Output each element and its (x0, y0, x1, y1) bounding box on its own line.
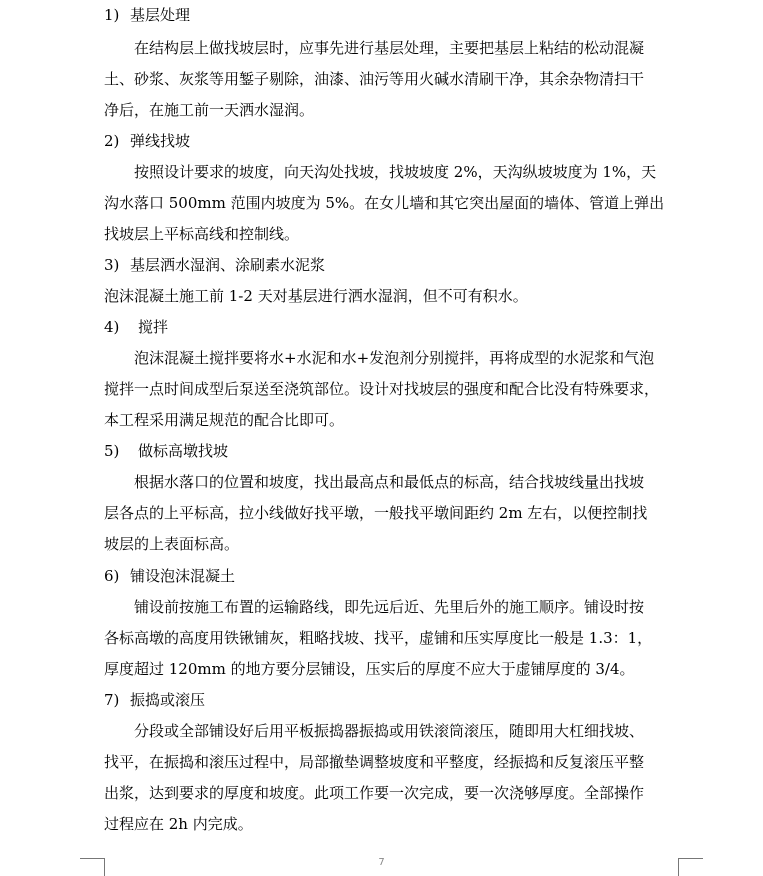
section-number: 2) (104, 132, 120, 150)
section-title: 基层处理 (130, 6, 191, 24)
section-number: 1) (104, 6, 120, 24)
section-number: 4) (104, 318, 120, 336)
section-title: 铺设泡沫混凝土 (130, 567, 236, 585)
section-title: 基层洒水湿润、涂刷素水泥浆 (130, 256, 326, 274)
page-number: 7 (378, 857, 385, 868)
section-title: 搅拌 (138, 318, 169, 336)
section-number: 3) (104, 256, 120, 274)
section-number: 6) (104, 567, 120, 585)
section-title: 弹线找坡 (130, 132, 191, 150)
section-number: 7) (104, 691, 120, 709)
section-number: 5) (104, 442, 120, 460)
section-title: 振捣或滚压 (130, 691, 206, 709)
section-title: 做标高墩找坡 (138, 442, 229, 460)
